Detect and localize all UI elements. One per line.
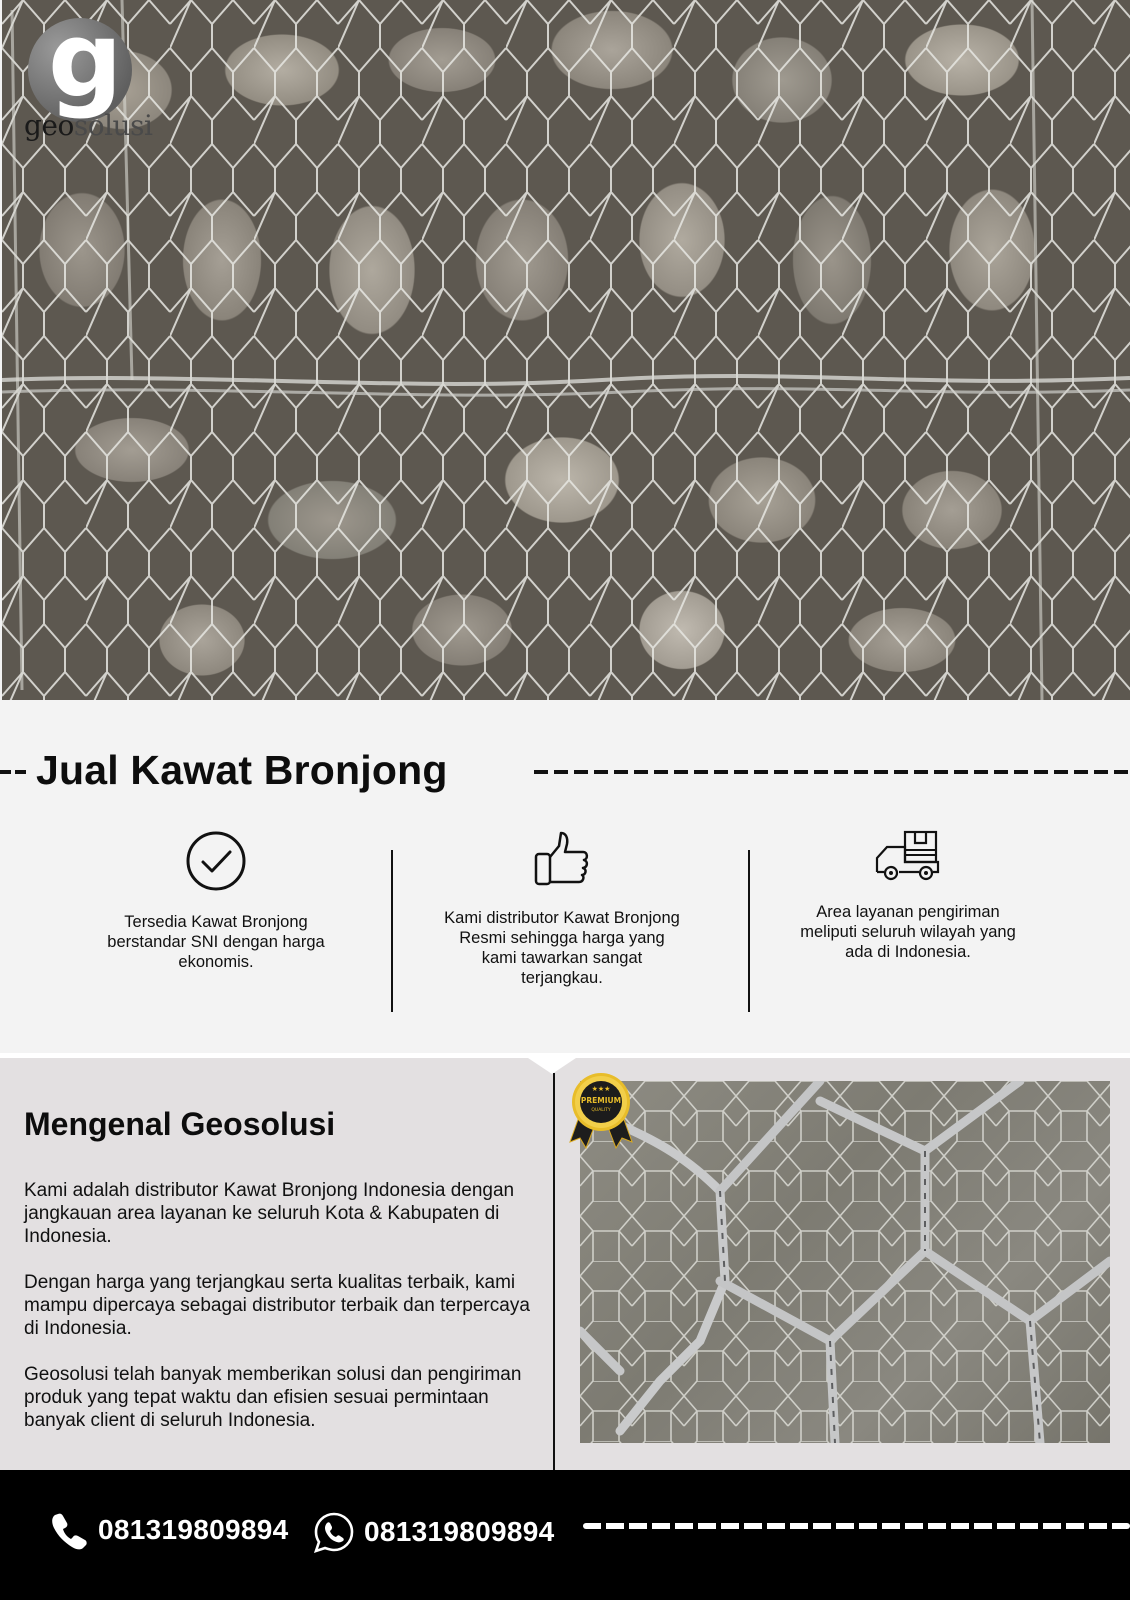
geosolusi-logo [24, 0, 154, 144]
hero-image [2, 0, 1130, 700]
feature-divider [391, 850, 393, 1012]
about-title: Mengenal Geosolusi [24, 1106, 336, 1142]
contact-footer [0, 1470, 1130, 1600]
about-paragraph: Kami adalah distributor Kawat Bronjong Indonesia dengan jangkauan area layanan ke seluruh Kota & Kabupaten di Indonesia. [24, 1180, 515, 1247]
svg-text:★★★: ★★★ [591, 1085, 611, 1093]
feature-text: Kami distributor Kawat Bronjong Resmi sehingga harga yang kami tawarkan sangat terjangkau. [444, 909, 680, 987]
title-section [0, 700, 1130, 1050]
about-paragraph: Dengan harga yang terjangkau serta kualitas terbaik, kami mampu dipercaya sebagai distributor terbaik dan terpercaya di Indonesia. [24, 1272, 530, 1339]
phone-number: 081319809894 [98, 1514, 289, 1545]
hexagonal-mesh-graphic [580, 1081, 1110, 1443]
feature-item-shipping [758, 830, 1058, 962]
premium-quality-badge [568, 1072, 634, 1152]
svg-text:PREMIUM: PREMIUM [580, 1096, 622, 1105]
feature-text: Area layanan pengiriman meliputi seluruh wilayah yang ada di Indonesia. [800, 903, 1016, 961]
thumbs-up-icon [533, 830, 591, 888]
feature-list [0, 830, 1130, 1010]
about-paragraph: Geosolusi telah banyak memberikan solusi dan pengiriman produk yang tepat waktu dan efisien sesuai permintaan banyak client di seluruh Indonesia. [24, 1364, 522, 1431]
title-row [0, 740, 1130, 800]
logo-wordmark: geosolusi [24, 109, 153, 142]
page-title: Jual Kawat Bronjong [36, 747, 448, 793]
feature-item-sni [66, 830, 366, 972]
about-divider [553, 1073, 555, 1470]
delivery-truck-icon [875, 830, 941, 882]
whatsapp-contact[interactable] [312, 1510, 554, 1554]
decorative-dash-right [534, 770, 1130, 774]
logo-letter: g [48, 0, 123, 121]
feature-divider [748, 850, 750, 1012]
svg-text:QUALITY: QUALITY [591, 1108, 611, 1113]
whatsapp-number: 081319809894 [364, 1516, 555, 1547]
whatsapp-icon [312, 1510, 356, 1554]
feature-item-distributor [412, 830, 712, 988]
wire-mesh-photo [580, 1081, 1110, 1443]
gabion-mesh-overlay [2, 0, 1130, 700]
feature-text: Tersedia Kawat Bronjong berstandar SNI dengan harga ekonomis. [107, 913, 325, 971]
phone-icon [50, 1510, 90, 1550]
phone-contact[interactable] [50, 1510, 288, 1550]
check-circle-icon [185, 830, 247, 892]
decorative-dash-footer [583, 1523, 1130, 1529]
decorative-dash-left [0, 770, 30, 774]
